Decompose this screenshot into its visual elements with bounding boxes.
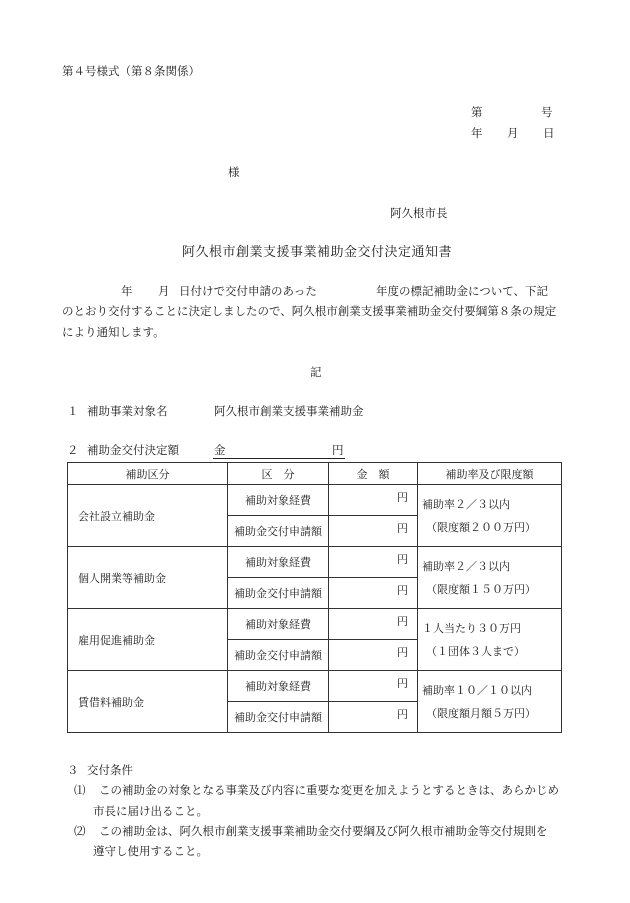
item2-prefix: 金: [214, 443, 226, 457]
amount-cell: 円: [329, 547, 418, 578]
intro-month: 月: [158, 284, 170, 298]
condition-1-marker: ⑴: [74, 783, 86, 797]
date-day: 日: [543, 126, 555, 140]
item1-number: １: [67, 404, 79, 418]
row-label-application-amount: 補助金交付申請額: [228, 702, 329, 733]
row-label-target-cost: 補助対象経費: [228, 547, 329, 578]
item3-number: ３: [67, 763, 79, 777]
condition-2-marker: ⑵: [74, 824, 86, 838]
header-rate: 補助率及び限度額: [418, 463, 562, 485]
amount-cell: 円: [329, 671, 418, 702]
sender-name: 阿久根市長: [390, 206, 448, 220]
rate-line1: 補助率２／３以内: [422, 497, 510, 511]
intro-line2: のとおり交付することに決定しましたので、阿久根市創業支援事業補助金交付要綱第８条の規定: [62, 304, 557, 318]
item1-label: 補助事業対象名: [87, 404, 168, 418]
table-row: [68, 485, 562, 516]
header-amount: 金 額: [329, 463, 418, 485]
row-label-target-cost: 補助対象経費: [228, 609, 329, 640]
intro-line1-text2: 年度の標記補助金について、下記: [376, 284, 549, 298]
category-employment-promotion: 雇用促進補助金: [68, 609, 228, 671]
intro-year: 年: [121, 284, 133, 298]
item1-value: 阿久根市創業支援事業補助金: [214, 404, 364, 418]
rate-cell: [418, 547, 562, 609]
table-row: [68, 609, 562, 640]
condition-1-line1: この補助金の対象となる事業及び内容に重要な変更を加えようとするときは、あらかじめ: [99, 783, 559, 797]
form-number: 第４号様式（第８条関係）: [62, 64, 200, 78]
rate-cell: [418, 671, 562, 733]
amount-cell: 円: [329, 702, 418, 733]
addressee-suffix: 様: [228, 165, 240, 179]
rate-line2: （限度額月額５万円）: [426, 706, 536, 720]
rate-line1: 補助率２／３以内: [422, 559, 510, 573]
rate-line1: 補助率１０／１０以内: [422, 683, 532, 697]
rate-line2: （１団体３人まで）: [426, 644, 525, 658]
item2-suffix: 円: [332, 443, 344, 457]
row-label-application-amount: 補助金交付申請額: [228, 640, 329, 671]
rate-line2: （限度額２００万円）: [426, 520, 536, 534]
rate-cell: [418, 485, 562, 547]
item2-number: ２: [67, 443, 79, 457]
intro-line1-text: 日付けで交付申請のあった: [179, 284, 317, 298]
row-label-application-amount: 補助金交付申請額: [228, 578, 329, 609]
condition-1-line2: 市長に届け出ること。: [93, 804, 208, 818]
header-category: 補助区分: [68, 463, 228, 485]
amount-cell: 円: [329, 609, 418, 640]
rate-cell: [418, 609, 562, 671]
table-header-row: [68, 463, 562, 485]
row-label-target-cost: 補助対象経費: [228, 485, 329, 516]
amount-cell: 円: [329, 640, 418, 671]
doc-number-suffix: 号: [541, 105, 553, 119]
header-kubun: 区 分: [228, 463, 329, 485]
item3-label: 交付条件: [87, 763, 133, 777]
condition-2-line2: 遵守し使用すること。: [93, 844, 208, 858]
item2-underline: [213, 458, 345, 459]
category-rent: 賃借料補助金: [68, 671, 228, 733]
date-year: 年: [471, 126, 483, 140]
rate-line2: （限度額１５０万円）: [426, 582, 536, 596]
condition-2-line1: この補助金は、阿久根市創業支援事業補助金交付要綱及び阿久根市補助金等交付規則を: [99, 824, 548, 838]
amount-cell: 円: [329, 578, 418, 609]
table-row: [68, 547, 562, 578]
intro-line3: により通知します。: [62, 325, 165, 339]
item2-label: 補助金交付決定額: [87, 443, 179, 457]
doc-number-prefix: 第: [471, 105, 483, 119]
row-label-application-amount: 補助金交付申請額: [228, 516, 329, 547]
category-individual-business: 個人開業等補助金: [68, 547, 228, 609]
row-label-target-cost: 補助対象経費: [228, 671, 329, 702]
category-company-setup: 会社設立補助金: [68, 485, 228, 547]
subsidy-table: [67, 462, 562, 733]
amount-cell: 円: [329, 485, 418, 516]
date-month: 月: [507, 126, 519, 140]
table-row: [68, 671, 562, 702]
ki-marker: 記: [310, 365, 322, 379]
document-title: 阿久根市創業支援事業補助金交付決定通知書: [182, 245, 453, 260]
rate-line1: １人当たり３０万円: [422, 621, 521, 635]
amount-cell: 円: [329, 516, 418, 547]
